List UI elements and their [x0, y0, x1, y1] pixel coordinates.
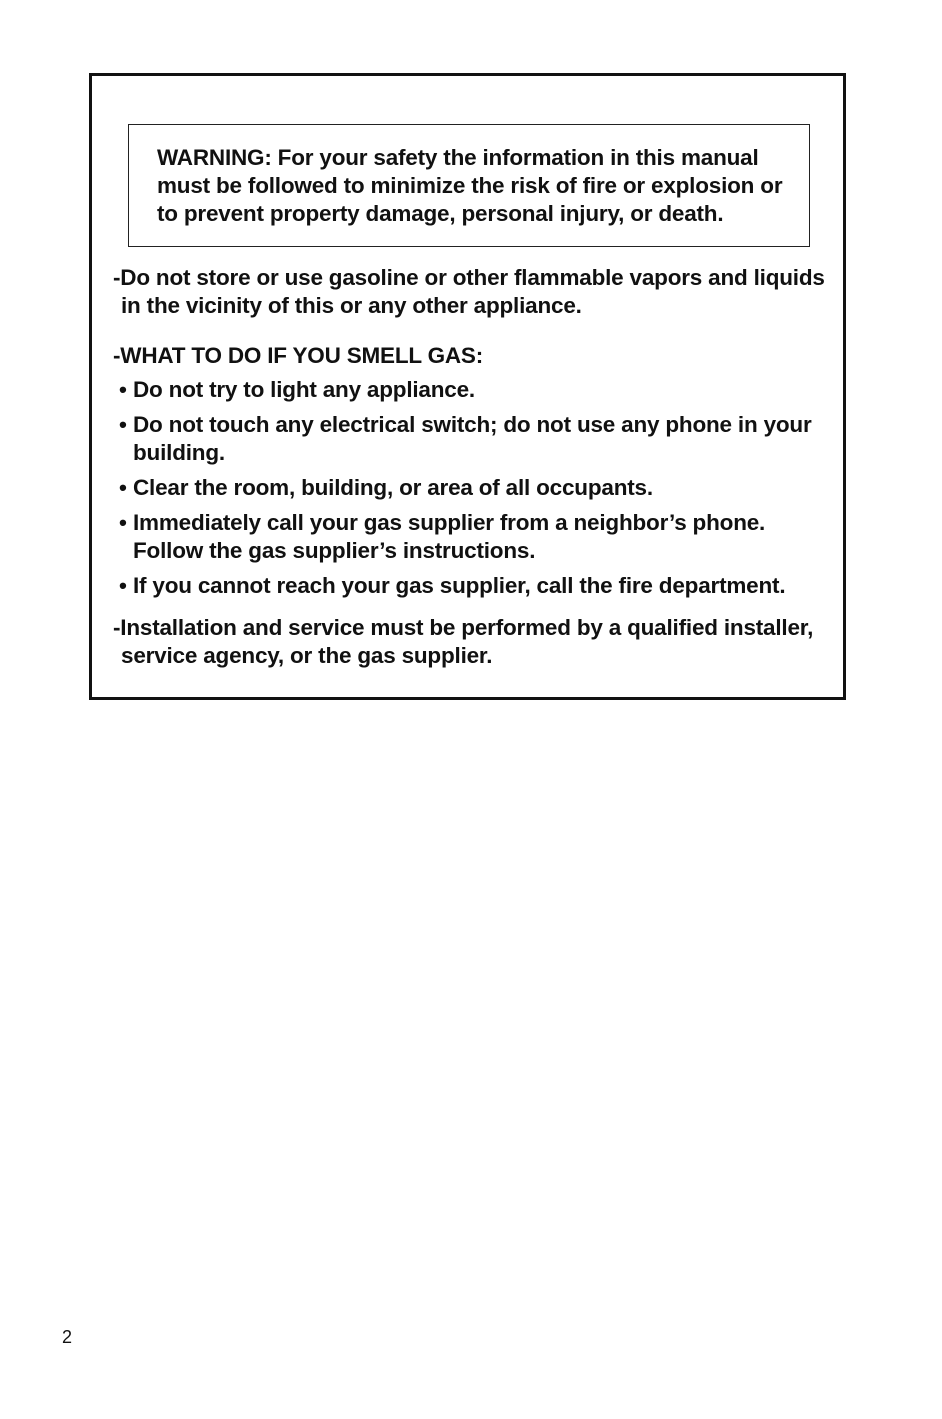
safety-instructions — [113, 264, 838, 670]
page-number: 2 — [62, 1327, 73, 1347]
bullet-icon: • — [119, 412, 127, 437]
step-item — [113, 376, 838, 404]
installation-note: -Installation and service must be performed by a qualified installer, service agency, or the gas supplier. — [113, 615, 814, 668]
bullet-icon: • — [119, 475, 127, 500]
bullet-icon: • — [119, 377, 127, 402]
warning-box — [128, 124, 810, 247]
gas-smell-steps — [113, 376, 838, 600]
step-text: Do not touch any electrical switch; do not use any phone in your building. — [133, 412, 812, 465]
warning-text: WARNING: For your safety the information in this manual must be followed to minimize the risk of fire or explosion or to prevent property damage, personal injury, or death. — [157, 145, 783, 226]
storage-warning: -Do not store or use gasoline or other flammable vapors and liquids in the vicinity of this or any other appliance. — [113, 265, 825, 318]
step-item — [113, 411, 838, 467]
bullet-icon: • — [119, 510, 127, 535]
step-item — [113, 572, 838, 600]
bullet-icon: • — [119, 573, 127, 598]
step-item — [113, 474, 838, 502]
step-text: Immediately call your gas supplier from a neighbor’s phone. Follow the gas supplier’s instructions. — [133, 510, 766, 563]
step-text: Clear the room, building, or area of all occupants. — [133, 475, 653, 500]
step-item — [113, 509, 838, 565]
gas-smell-heading: -WHAT TO DO IF YOU SMELL GAS: — [113, 343, 484, 368]
step-text: If you cannot reach your gas supplier, call the fire department. — [133, 573, 786, 598]
step-text: Do not try to light any appliance. — [133, 377, 475, 402]
